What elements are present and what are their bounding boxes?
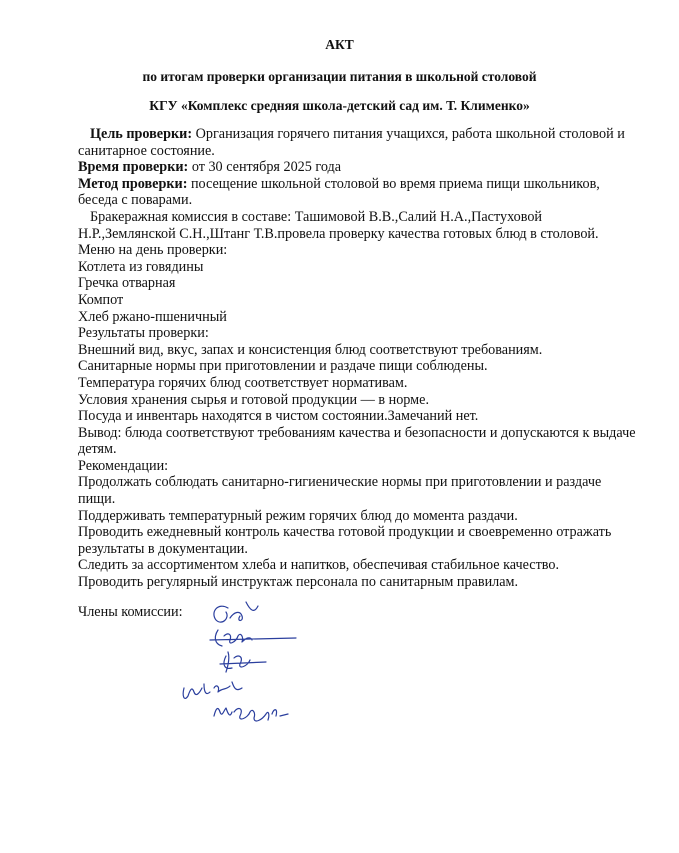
- results-heading: Результаты проверки:: [78, 325, 209, 342]
- result-item: Санитарные нормы при приготовлении и раздаче пищи соблюдены.: [78, 358, 488, 375]
- menu-item: Компот: [78, 291, 124, 308]
- recommendations-heading: Рекомендации:: [78, 457, 169, 474]
- recommendation-item: Проводить регулярный инструктаж персонала по санитарным правилам.: [78, 574, 519, 591]
- menu-item: Гречка отварная: [78, 275, 176, 292]
- time-label: Время проверки:: [78, 159, 189, 176]
- method-label: Метод проверки:: [78, 175, 188, 192]
- time-paragraph: [78, 159, 638, 176]
- signature-5: [214, 708, 288, 721]
- purpose-paragraph: [78, 126, 638, 159]
- signature-2: [210, 630, 296, 646]
- purpose-label: Цель проверки:: [90, 126, 193, 142]
- conclusion-paragraph: Вывод: блюда соответствуют требованиям качества и безопасности и допускаются к выдаче детям.: [78, 424, 636, 458]
- signature-strokes: [183, 602, 296, 721]
- recommendation-item: Поддерживать температурный режим горячих блюд до момента раздачи.: [78, 507, 518, 524]
- menu-item: Хлеб ржано-пшеничный: [78, 308, 227, 325]
- result-item: Внешний вид, вкус, запах и консистенция блюд соответствуют требованиям.: [78, 341, 543, 358]
- purpose-text: Организация горячего питания учащихся, работа школьной столовой и санитарное состояние.: [78, 126, 625, 159]
- commission-paragraph: Бракеражная комиссия в составе: Ташимовой В.В.,Салий Н.А.,Пастуховой Н.Р.,Землянской С.Н.,Штанг Т.В.провела проверку качества готовых блюд в столовой.: [78, 208, 599, 242]
- signature-1: [214, 602, 258, 622]
- signature-3: [220, 652, 266, 672]
- institution-name: КГУ «Комплекс средняя школа-детский сад им. Т. Клименко»: [149, 98, 530, 113]
- document-subtitle: по итогам проверки организации питания в школьной столовой: [142, 69, 537, 84]
- handwritten-signatures: [170, 592, 320, 732]
- method-paragraph: [78, 176, 638, 209]
- menu-heading: Меню на день проверки:: [78, 242, 228, 259]
- document-title: АКТ: [325, 37, 354, 52]
- recommendation-item: Проводить ежедневный контроль качества готовой продукции и своевременно отражать результаты в документации.: [78, 524, 612, 557]
- result-item: Температура горячих блюд соответствует нормативам.: [78, 374, 408, 391]
- result-item: Посуда и инвентарь находятся в чистом состоянии.Замечаний нет.: [78, 408, 479, 425]
- document-body: [78, 126, 638, 591]
- recommendation-item: Следить за ассортиментом хлеба и напитков, обеспечивая стабильное качество.: [78, 557, 560, 574]
- method-text: посещение школьной столовой во время приема пищи школьников, беседа с поварами.: [78, 175, 600, 209]
- signature-4: [183, 682, 242, 698]
- result-item: Условия хранения сырья и готовой продукции — в норме.: [78, 391, 429, 408]
- menu-item: Котлета из говядины: [78, 258, 204, 275]
- commission-members-label: Члены комиссии:: [78, 604, 183, 620]
- recommendation-item: Продолжать соблюдать санитарно-гигиенические нормы при приготовлении и раздаче пищи.: [78, 474, 602, 508]
- time-text: от 30 сентября 2025 года: [188, 159, 342, 176]
